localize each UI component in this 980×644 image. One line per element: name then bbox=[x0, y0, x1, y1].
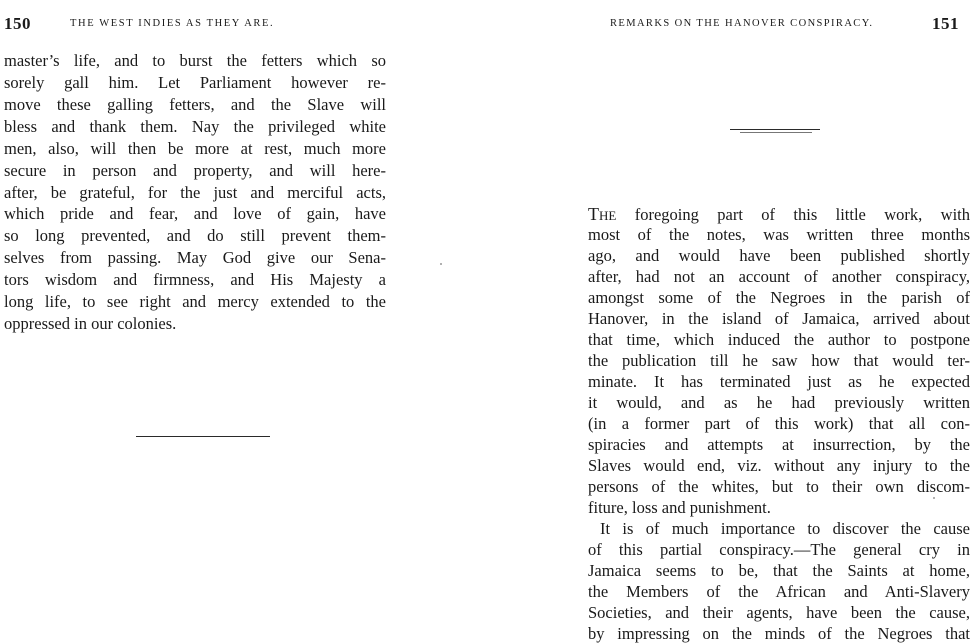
text-line: after, had not an account of another conspiracy, bbox=[588, 267, 970, 286]
text-line: move these galling fetters, and the Slave will bbox=[4, 95, 386, 114]
text-line: Jamaica seems to be, that the Saints at home, bbox=[588, 561, 970, 580]
text-line: Societies, and their agents, have been the cause, bbox=[588, 603, 970, 622]
text-line: that time, which induced the author to postpone bbox=[588, 330, 970, 349]
text-line: so long prevented, and do still prevent them- bbox=[4, 226, 386, 245]
text-line: minate. It has terminated just as he expected bbox=[588, 372, 970, 391]
text-line: which pride and fear, and love of gain, have bbox=[4, 204, 386, 223]
text-line: after, be grateful, for the just and merciful acts, bbox=[4, 183, 386, 202]
text-line: selves from passing. May God give our Sena- bbox=[4, 248, 386, 267]
drop-word: The bbox=[588, 204, 617, 224]
text-line: (in a former part of this work) that all con- bbox=[588, 414, 970, 433]
text-line: ago, and would have been published shortly bbox=[588, 246, 970, 265]
text-line: Slaves would end, viz. without any injury to the bbox=[588, 456, 970, 475]
paper-speck bbox=[933, 497, 935, 499]
text-line: men, also, will then be more at rest, much more bbox=[4, 139, 386, 158]
text-line: most of the notes, was written three months bbox=[588, 225, 970, 244]
text-line: it would, and as he had previously written bbox=[588, 393, 970, 412]
text-line: tors wisdom and firmness, and His Majesty a bbox=[4, 270, 386, 289]
section-rule bbox=[730, 129, 820, 130]
text-line: by impressing on the minds of the Negroes that bbox=[588, 624, 970, 643]
text-line: oppressed in our colonies. bbox=[4, 314, 177, 333]
first-line-text: foregoing part of this little work, with bbox=[634, 205, 971, 224]
left-running-head: THE WEST INDIES AS THEY ARE. bbox=[70, 18, 275, 29]
text-line: long life, to see right and mercy extended to the bbox=[4, 292, 386, 311]
right-running-head: REMARKS ON THE HANOVER CONSPIRACY. bbox=[610, 18, 874, 29]
right-page-number: 151 bbox=[932, 14, 959, 33]
text-line: master’s life, and to burst the fetters which so bbox=[4, 51, 386, 70]
text-line: of this partial conspiracy.—The general cry in bbox=[588, 540, 970, 559]
end-of-chapter-rule bbox=[136, 436, 270, 437]
left-page-number: 150 bbox=[4, 14, 31, 33]
text-line: the publication till he saw how that would ter- bbox=[588, 351, 970, 370]
text-line: spiracies and attempts at insurrection, by the bbox=[588, 435, 970, 454]
paragraph-start-line: It is of much importance to discover the cause bbox=[600, 519, 970, 538]
section-rule-thin bbox=[740, 132, 812, 133]
text-line: the Members of the African and Anti-Slavery bbox=[588, 582, 970, 601]
text-line: amongst some of the Negroes in the parish of bbox=[588, 288, 970, 307]
text-line: bless and thank them. Nay the privileged white bbox=[4, 117, 386, 136]
text-line: persons of the whites, but to their own discom- bbox=[588, 477, 970, 496]
text-line: fiture, loss and punishment. bbox=[588, 498, 771, 517]
right-page bbox=[540, 0, 980, 643]
text-line: secure in person and property, and will here- bbox=[4, 161, 386, 180]
left-page bbox=[0, 0, 440, 631]
text-line: sorely gall him. Let Parliament however re- bbox=[4, 73, 386, 92]
text-line: Hanover, in the island of Jamaica, arrived about bbox=[588, 309, 970, 328]
text-line-first bbox=[588, 204, 970, 225]
paper-speck bbox=[440, 263, 442, 265]
